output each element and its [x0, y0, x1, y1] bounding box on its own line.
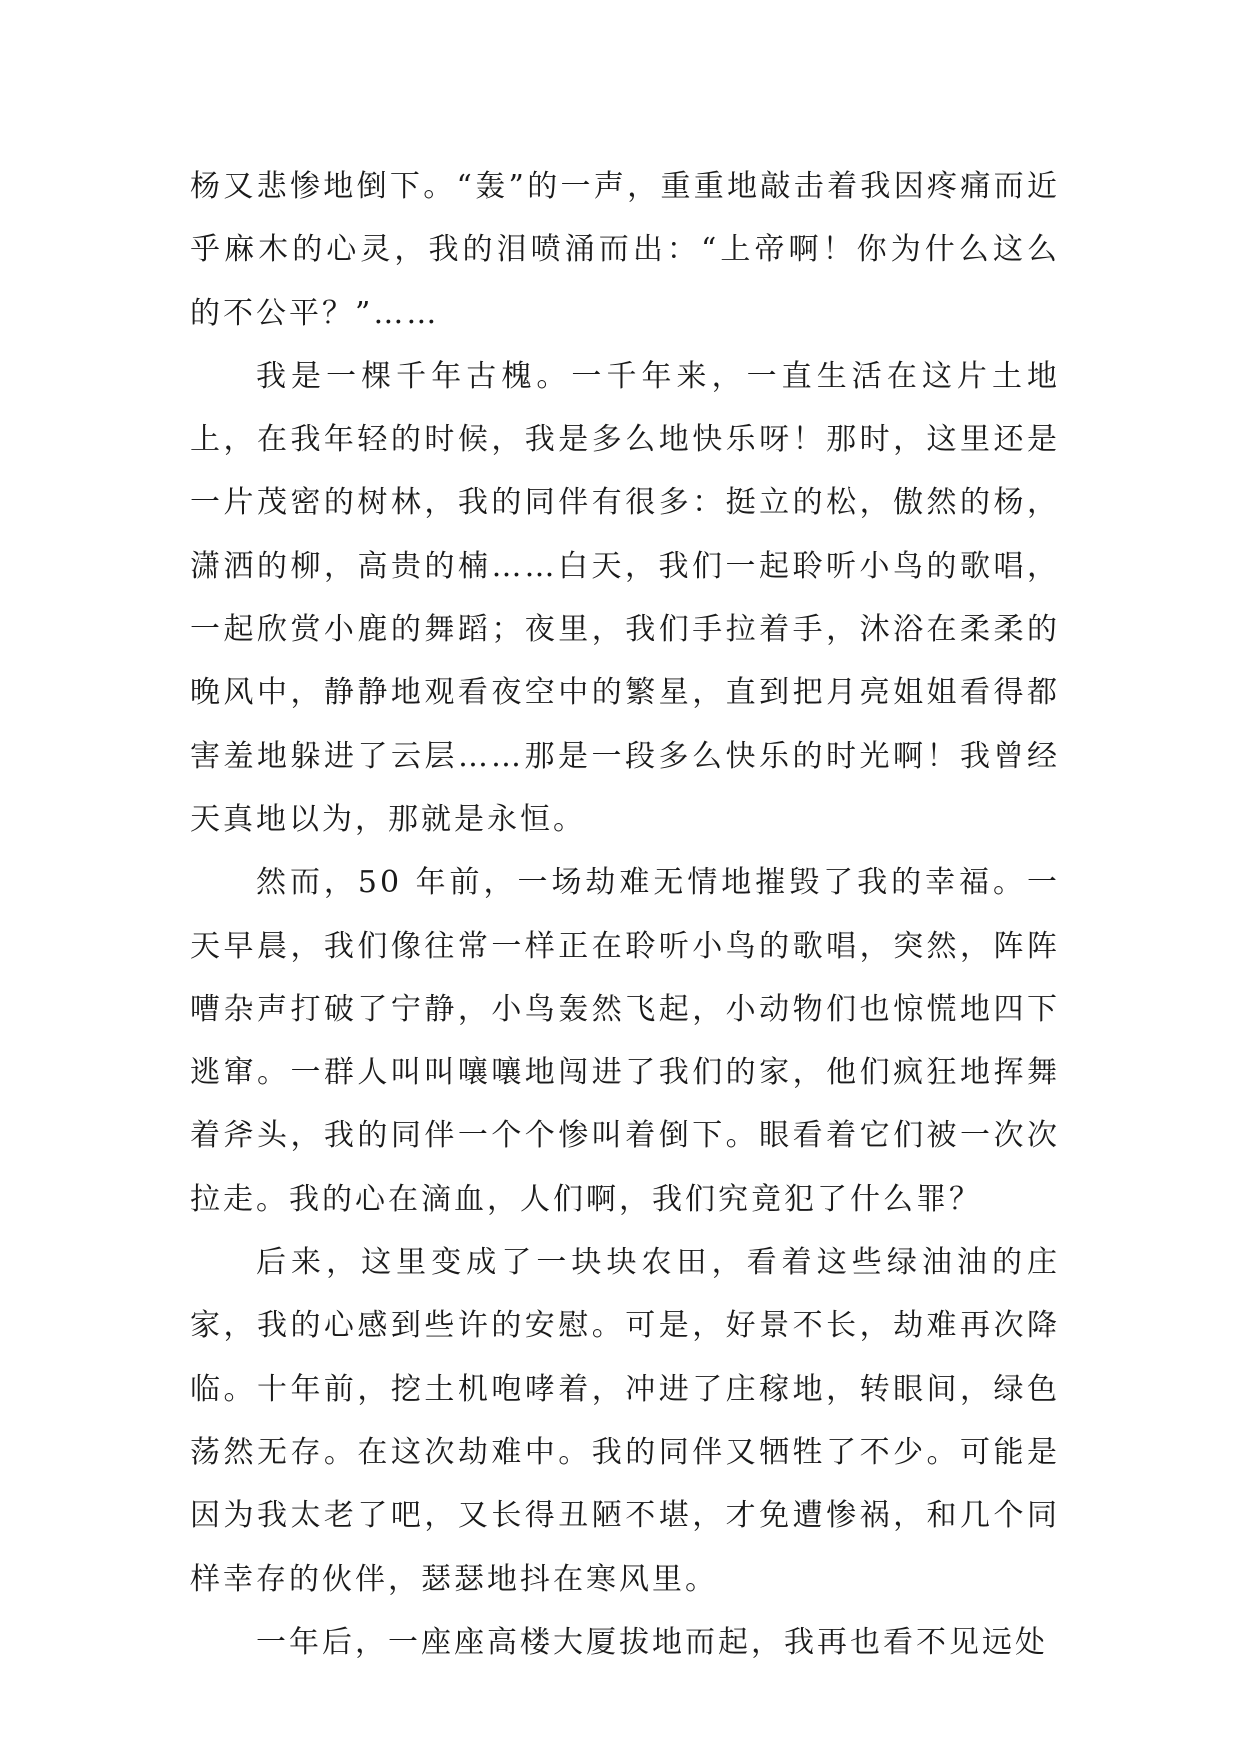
paragraph-disaster: 然而，50 年前，一场劫难无情地摧毁了我的幸福。一天早晨，我们像往常一样正在聆听小鸟的歌唱，突然，阵阵嘈杂声打破了宁静，小鸟轰然飞起，小动物们也惊慌地四下逃窜。一群人叫叫嚷嚷地闯进了我们的家，他们疯狂地挥舞着斧头，我的同伴一个个惨叫着倒下。眼看着它们被一次次拉走。我的心在滴血，人们啊，我们究竟犯了什么罪？	[190, 865, 1060, 1217]
paragraph-old-locust: 我是一棵千年古槐。一千年来，一直生活在这片土地上，在我年轻的时候，我是多么地快乐呀！那时，这里还是一片茂密的树林，我的同伴有很多：挺立的松，傲然的杨，潇洒的柳，高贵的楠……白天，我们一起聆听小鸟的歌唱，一起欣赏小鹿的舞蹈；夜里，我们手拉着手，沐浴在柔柔的晚风中，静静地观看夜空中的繁星，直到把月亮姐姐看得都害羞地躲进了云层……那是一段多么快乐的时光啊！我曾经天真地以为，那就是永恒。	[190, 358, 1060, 837]
paragraph-continuation: 杨又悲惨地倒下。“轰”的一声，重重地敲击着我因疼痛而近乎麻木的心灵，我的泪喷涌而出：“上帝啊！你为什么这么的不公平？”……	[190, 169, 1060, 331]
paragraph-buildings: 一年后，一座座高楼大厦拔地而起，我再也看不见远处	[256, 1624, 1048, 1660]
paragraph-farmland: 后来，这里变成了一块块农田，看着这些绿油油的庄家，我的心感到些许的安慰。可是，好景不长，劫难再次降临。十年前，挖土机咆哮着，冲进了庄稼地，转眼间，绿色荡然无存。在这次劫难中。我的同伴又牺牲了不少。可能是因为我太老了吧，又长得丑陋不堪，才免遭惨祸，和几个同样幸存的伙伴，瑟瑟地抖在寒风里。	[190, 1245, 1060, 1597]
body-text	[190, 155, 1060, 1674]
